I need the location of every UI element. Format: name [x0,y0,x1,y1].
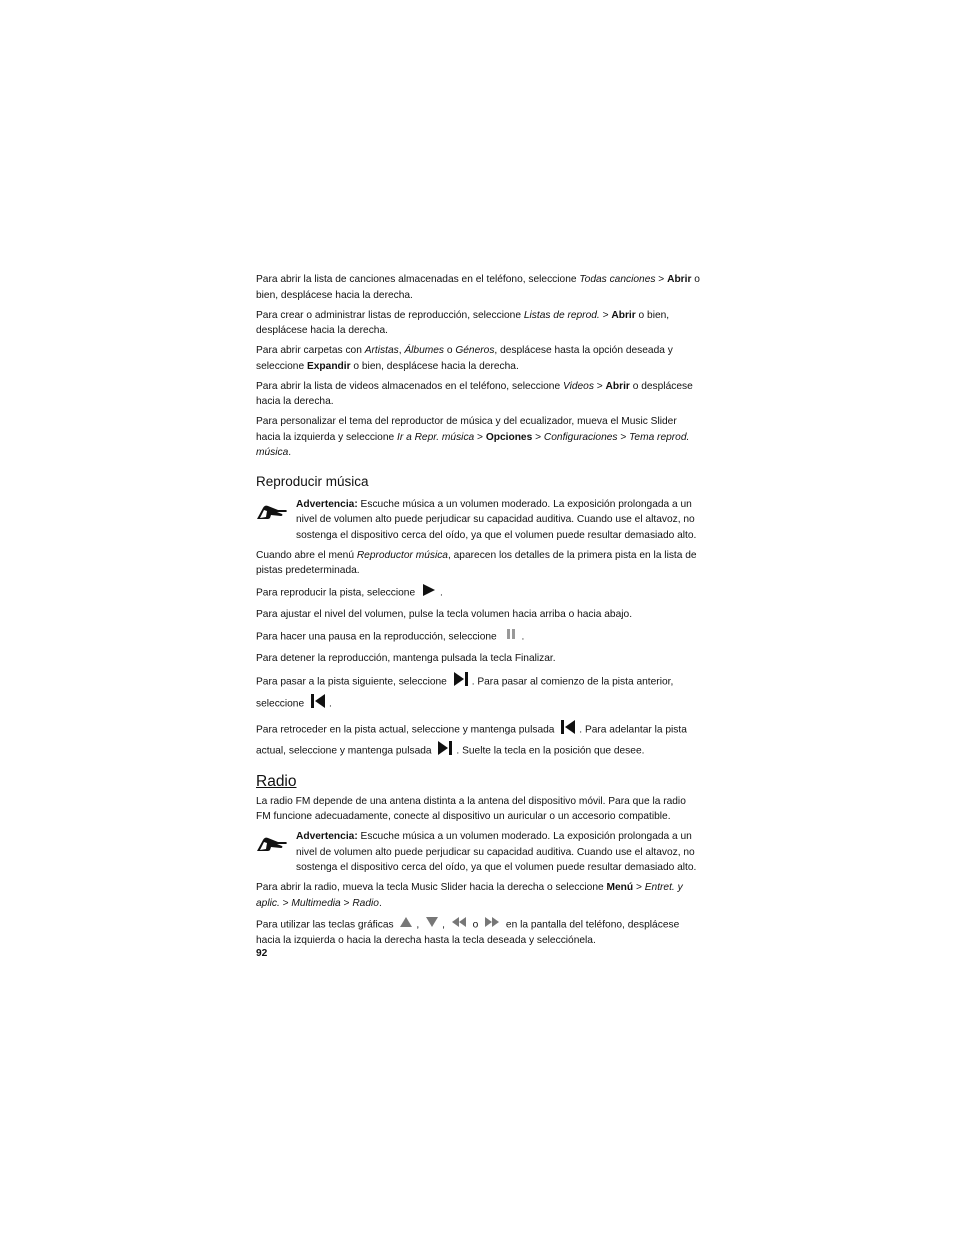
text-run: Listas de reprod. [523,309,600,321]
text-run: Multimedia [291,897,341,909]
heading-radio: Radio [256,772,297,790]
text-run: Entret. y aplic. [256,882,683,909]
text-run: Géneros [455,345,495,356]
text-run: > [593,380,606,392]
warning-body: Escuche música a un volumen moderado. La exposición prolongada a un nivel de volumen alto puede perjudicar su capacidad auditiva. Cuando use el altavoz, no sostenga el dispositivo cerca del oído, ya que el volumen puede resultar demasiado alto. [296,498,697,541]
text-run: Para abrir la lista de canciones almacenadas en el teléfono, seleccione [256,274,580,285]
text-run: o bien, desplácese hacia la derecha. [350,360,519,372]
text-run: , [416,918,423,930]
text-run: o [444,345,456,356]
warning-label: Advertencia: [296,498,358,510]
play-icon [421,583,437,603]
page-content [256,272,700,953]
text-run: Opciones [485,431,533,443]
text-run: Para abrir la lista de videos almacenados en el teléfono, seleccione [256,380,563,392]
text-run: Artistas [364,345,399,356]
forward-icon [484,916,500,934]
text-run: Todas canciones [579,274,656,285]
text-run: Menú [606,882,634,893]
paragraph [256,880,700,911]
heading-reproducir-musica: Reproducir música [256,473,369,489]
page-number: 92 [256,948,268,959]
text-run: . [439,587,443,599]
text-run: Para abrir carpetas con [256,345,365,356]
paragraph [256,414,700,461]
text-run: > [617,431,630,443]
text-run: Radio [352,897,379,909]
text-run: . [328,697,332,709]
warning-hand-icon [256,497,296,544]
paragraph [256,651,700,667]
text-run: Álbumes [404,345,445,356]
text-run: Tema reprod. música [256,431,690,458]
play-paragraphs [256,548,700,762]
warning-label: Advertencia: [296,831,358,842]
next-icon [437,740,453,762]
radio-intro: La radio FM depende de una antena distinta a la antena del dispositivo móvil. Para que la radio FM funcione adecuadamente, conecte al dispositivo un auricular o un accesorio compatible. [256,795,686,822]
text-run: > [532,431,544,443]
text-run: Reproductor música [356,549,448,561]
text-run: Cuando abre el menú [256,549,357,561]
text-run: Abrir [605,380,630,392]
paragraph [256,343,700,374]
text-run: Para ajustar el nivel del volumen, pulse la tecla volumen hacia arriba o hacia abajo. [256,609,633,620]
warning-body: Escuche música a un volumen moderado. La exposición prolongada a un nivel de volumen alto puede perjudicar su capacidad auditiva. Cuando use el altavoz, no sostenga el dispositivo cerca del oído, ya que el volumen puede resultar demasiado alto. [296,831,697,873]
warning-text [296,829,700,876]
text-run: Ir a Repr. música [397,431,475,443]
text-run: o bien, desplácese hacia la derecha. [256,309,670,336]
text-run: . Suelte la tecla en la posición que desee. [456,745,645,757]
text-run: Para crear o administrar listas de reproducción, seleccione [256,309,524,321]
text-run: Para hacer una pausa en la reproducción, seleccione [256,631,500,643]
text-run: Para utilizar las teclas gráficas [256,918,397,930]
text-run: o [469,918,482,930]
pause-icon [503,627,519,647]
rewind-icon [451,916,467,934]
paragraph [256,719,700,762]
text-run: o desplácese hacia la derecha. [256,380,693,407]
text-run: > [474,431,486,443]
paragraph [256,548,700,579]
text-run: . [288,447,292,458]
text-run: , [442,918,448,930]
text-run: . Para pasar al comienzo de la pista anterior, seleccione [256,676,674,709]
text-run: > [633,882,645,893]
text-run: o bien, desplácese hacia la derecha. [256,274,700,301]
next-icon [453,671,469,693]
text-run: > [340,897,353,909]
warning-hand-icon [256,829,296,876]
radio-paragraphs [256,880,700,949]
down-icon [425,916,439,934]
text-run: > [655,274,668,285]
paragraph [256,916,700,949]
text-run: Para retroceder en la pista actual, seleccione y mantenga pulsada [256,723,558,735]
text-run: . [521,631,525,643]
warning-block-play [256,497,700,544]
text-run: Expandir [306,360,351,372]
paragraph [256,379,700,410]
prev-icon [310,693,326,715]
warning-block-radio [256,829,700,876]
text-run: Configuraciones [543,431,618,443]
text-run: Para detener la reproducción, mantenga pulsada la tecla Finalizar. [256,653,556,664]
text-run: > [279,897,292,909]
text-run: Abrir [611,309,636,321]
text-run: en la pantalla del teléfono, desplácese hacia la izquierda o hacia la derecha hasta la tecla deseada y selecciónela. [256,918,680,946]
text-run: Abrir [667,274,692,285]
text-run: Para reproducir la pista, seleccione [256,587,418,599]
text-run: Para personalizar el tema del reproductor de música y del ecualizador, mueva el Music Slider hacia la izquierda y seleccione [256,416,677,443]
text-run: , [398,345,405,356]
up-icon [399,916,413,934]
text-run: Para abrir la radio, mueva la tecla Music Slider hacia la derecha o seleccione [256,882,607,893]
text-run: Para pasar a la pista siguiente, seleccione [256,676,450,688]
prev-icon [560,719,576,741]
text-run: . Para adelantar la pista actual, seleccione y mantenga pulsada [256,723,687,757]
warning-text [296,497,700,544]
text-run: > [599,309,612,321]
paragraph [256,272,700,303]
paragraph [256,627,700,647]
text-run: . [378,897,382,909]
paragraph [256,607,700,623]
intro-paragraphs [256,272,700,461]
paragraph [256,671,700,714]
paragraph [256,583,700,603]
text-run: Videos [562,380,594,392]
text-run: , aparecen los detalles de la primera pista en la lista de pistas predeterminada. [256,549,697,576]
text-run: , desplácese hasta la opción deseada y seleccione [256,345,673,372]
paragraph [256,308,700,339]
